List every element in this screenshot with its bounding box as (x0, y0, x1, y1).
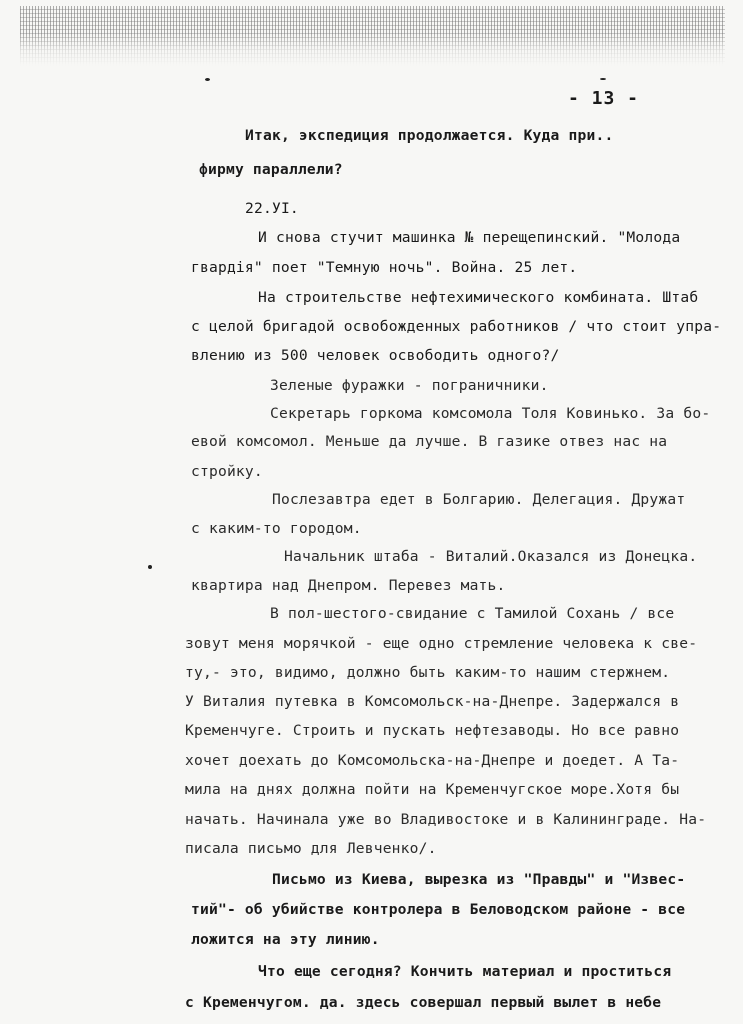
text-line: На строительстве нефтехимического комбината. Штаб (258, 289, 699, 306)
text-line: Итак, экспедиция продолжается. Куда при.. (245, 127, 614, 144)
text-line: евой комсомол. Меньше да лучше. В газике отвез нас на (191, 433, 668, 450)
text-line: ту,- это, видимо, должно быть каким-то нашим стержнем. (185, 664, 671, 681)
text-line: Секретарь горкома комсомола Толя Ковинько. За бо- (270, 405, 711, 422)
photocopy-noise (20, 6, 725, 66)
text-line: мила на днях должна пойти на Кременчугское море.Хотя бы (185, 781, 680, 798)
text-line: Начальник штаба - Виталий.Оказался из Донецка. (284, 548, 698, 565)
text-line: квартира над Днепром. Перевез мать. (191, 577, 506, 594)
text-line: У Виталия путевка в Комсомольск-на-Днепре. Задержался в (185, 693, 680, 710)
text-line: Кременчуге. Строить и пускать нефтезаводы. Но все равно (185, 722, 680, 739)
speck-mark (600, 78, 606, 80)
text-line: влению из 500 человек освободить одного?/ (191, 347, 560, 364)
text-line: гвардія" поет "Темную ночь". Война. 25 лет. (191, 259, 578, 276)
text-line: хочет доехать до Комсомольска-на-Днепре и доедет. А Та- (185, 752, 680, 769)
text-line: с каким-то городом. (191, 520, 362, 537)
text-line: с целой бригадой освобожденных работников / что стоит упра- (191, 318, 722, 335)
text-line: Зеленые фуражки - пограничники. (270, 377, 549, 394)
text-line: В пол-шестого-свидание с Тамилой Сохань / все (270, 605, 675, 622)
text-line: Послезавтра едет в Болгарию. Делегация. Дружат (272, 491, 686, 508)
text-line: Что еще сегодня? Кончить материал и проститься (258, 963, 672, 980)
text-line: ложится на эту линию. (191, 931, 380, 948)
text-line: Письмо из Киева, вырезка из "Правды" и "Извес- (272, 871, 686, 888)
speck-mark (148, 565, 152, 569)
text-line: зовут меня морячкой - еще одно стремление человека к све- (185, 635, 698, 652)
text-line: фирму параллели? (199, 161, 343, 178)
text-line: И снова стучит машинка № перещепинский. "Молода (258, 229, 681, 246)
page-number: - 13 - (568, 88, 640, 109)
speck-mark (205, 78, 210, 81)
text-line: писала письмо для Левченко/. (185, 840, 437, 857)
text-line: стройку. (191, 463, 263, 480)
text-line: начать. Начинала уже во Владивостоке и в Калининграде. На- (185, 811, 707, 828)
text-line: с Кременчугом. да. здесь совершал первый вылет в небе (185, 994, 662, 1011)
text-line: тий"- об убийстве контролера в Беловодском районе - все (191, 901, 686, 918)
text-line: 22.УI. (245, 200, 299, 217)
